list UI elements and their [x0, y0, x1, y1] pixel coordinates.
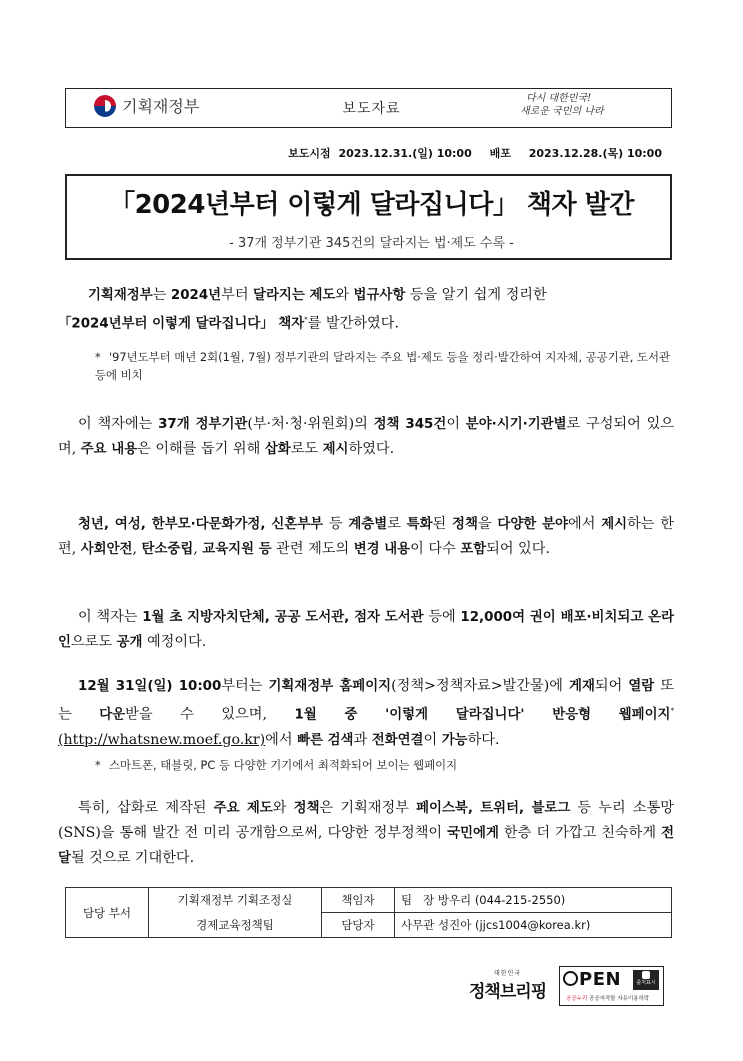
embargo-label: 보도시점 [288, 147, 331, 160]
text: 되어 있다. [486, 541, 550, 557]
text-bold: 페이스북, 트위터, 블로그 [416, 801, 571, 816]
dist-value: 2023.12.28.(목) 10:00 [528, 147, 662, 160]
text-bold: 특화 [406, 517, 433, 532]
text-bold: 계층별 [348, 517, 388, 532]
text-bold: 다양한 분야 [497, 517, 568, 532]
footnote-mark: * [95, 350, 101, 364]
text-bold: 포함 [460, 542, 487, 557]
dist-label: 배포 [489, 147, 511, 160]
note-text: 스마트폰, 태블릿, PC 등 다양한 기기에서 최적화되어 보이는 웹페이지 [109, 758, 458, 772]
text: 된 [432, 516, 453, 532]
text: 예정이다. [142, 634, 207, 650]
text-bold: 열람 [628, 679, 655, 694]
paragraph-2 [58, 412, 674, 462]
doc-type: 보도자료 [342, 101, 401, 117]
text-bold: 주요 제도 [213, 801, 273, 816]
text-bold: 분야·시기·기관별 [465, 417, 567, 432]
contact-table [65, 887, 672, 938]
release-info [0, 145, 662, 161]
footnote-mark: * [304, 316, 308, 324]
text: 한층 더 가깝고 친숙하게 [498, 825, 662, 841]
pb-big-text: 정책브리핑 [469, 982, 547, 1002]
text: 또는 [58, 678, 674, 723]
text: 를 발간하였다. [307, 315, 399, 332]
note-1 [95, 348, 675, 384]
slogan-line1: 다시 대한민국! [526, 93, 592, 104]
text: 이 책자는 [78, 609, 143, 625]
text: 부터 [221, 287, 254, 303]
ministry-name: 기획재정부 [122, 97, 200, 116]
text: 이 책자에는 [78, 416, 159, 432]
text-bold: 2024년 [170, 288, 222, 303]
text: 와 [335, 287, 354, 303]
text-bold: 다운 [99, 707, 126, 723]
footnote-mark: * [95, 758, 101, 772]
open-logo [563, 969, 621, 990]
text: 로 [387, 516, 407, 532]
text-bold: 정책 [452, 517, 478, 532]
text: 에서 [568, 516, 602, 532]
website-link[interactable]: (http://whatsnew.moef.go.kr) [58, 731, 266, 748]
text-bold: 제시 [601, 517, 628, 532]
text-bold: 37개 정부기관 [158, 417, 248, 432]
text-bold: 삽화 [264, 442, 291, 457]
text: 등 누리 소통망(SNS)을 통해 발간 전 미리 공개함으로써, 다양한 정부정책이 [58, 800, 675, 841]
person-icon [642, 971, 650, 979]
text: 이 [423, 731, 442, 748]
text: 하였다. [348, 441, 395, 457]
text-bold: 기획재정부 홈페이지 [268, 679, 392, 694]
text: (정책>정책자료>발간물)에 [391, 678, 570, 694]
attribution-label: 출처표시 [636, 980, 656, 986]
dept-label: 담당 부서 [66, 888, 149, 938]
text-bold: 전달 [58, 826, 674, 866]
text: 와 [272, 800, 294, 816]
text: 될 것으로 기대한다. [70, 850, 195, 866]
text-bold: 1월 초 지방자치단체, 공공 도서관, 점자 도서관 [142, 610, 424, 625]
text-bold: 「2024년부터 이렇게 달라집니다」 책자 [58, 316, 305, 332]
text: 은 기획재정부 [319, 800, 417, 816]
text: 을 [477, 516, 498, 532]
text-bold: 변경 내용 [353, 542, 411, 557]
note-2 [95, 756, 675, 774]
text-bold: 교육지원 등 [202, 542, 272, 557]
slogan-line2: 새로운 국민의 나라 [520, 106, 604, 117]
text: 부터는 [221, 678, 269, 694]
paragraph-1 [58, 283, 674, 337]
page-subtitle: - 37개 정부기관 345건의 달라지는 법·제도 수록 - [229, 236, 514, 251]
text: 특히, 삽화로 제작된 [78, 800, 214, 816]
text: 으로도 [70, 634, 117, 650]
text-bold: 국민에게 [447, 826, 499, 841]
text: 등에 [423, 609, 461, 625]
text: 은 이해를 돕기 위해 [137, 441, 265, 457]
text: 등을 알기 쉽게 정리한 [405, 287, 547, 303]
text: 하는 한편, [58, 516, 674, 557]
dept-line1: 기획재정부 기획조정실 [149, 888, 322, 913]
note-text: '97년도부터 매년 2회(1월, 7월) 정부기관의 달라지는 주요 법·제도 등을 정리·발간하여 지자체, 공공기관, 도서관 등에 비치 [95, 350, 670, 382]
attribution-icon [633, 970, 659, 990]
text-bold: 빠른 검색 [297, 732, 354, 748]
text: , [193, 541, 203, 557]
embargo-value: 2023.12.31.(일) 10:00 [338, 147, 472, 160]
slogan [520, 92, 604, 118]
open-license-caption [566, 994, 649, 1002]
pb-small-text: 대한민국 [493, 970, 522, 977]
text-bold: 탄소중립 [141, 542, 194, 557]
text-bold: 가능 [441, 732, 468, 748]
text-bold: 게재 [569, 679, 595, 694]
text-bold: 전화연결 [371, 732, 424, 748]
text: 이 다수 [410, 541, 461, 557]
role-1: 책임자 [322, 888, 395, 913]
text: 로 구성되어 있으며, [58, 416, 675, 457]
text-bold: 정책 345건 [373, 417, 447, 432]
text-bold: 12,000여 권이 배포·비치되고 온라인 [58, 610, 675, 650]
text-bold: 달라지는 제도 [253, 288, 336, 303]
text-bold: 법규사항 [353, 288, 406, 303]
text: 등 [323, 516, 349, 532]
open-o-icon [563, 971, 578, 986]
role-2: 담당자 [322, 913, 395, 938]
text: 과 [353, 731, 372, 748]
page-title: 「2024년부터 이렇게 달라집니다」 책자 발간 [109, 190, 634, 220]
text-bold: 정책 [293, 801, 320, 816]
text: 되어 [594, 678, 629, 694]
dept-line2: 경제교육정책팀 [149, 913, 322, 938]
paragraph-6 [58, 796, 674, 871]
text-bold: 공개 [116, 635, 143, 650]
text: 는 [152, 287, 171, 303]
text-bold: 기획재정부 [88, 288, 153, 303]
text: 로도 [290, 441, 323, 457]
footnote-mark: * [670, 707, 674, 715]
text-bold: 제시 [322, 442, 349, 457]
person-1: 팀 장 방우리 (044-215-2550) [395, 888, 672, 913]
paragraph-5 [58, 674, 674, 753]
table-row [66, 913, 672, 938]
text: 에서 [265, 731, 298, 748]
paragraph-4 [58, 605, 674, 655]
paragraph-3 [58, 512, 674, 562]
text: (부·처·청·위원회)의 [247, 416, 374, 432]
person-2: 사무관 성진아 (jjcs1004@korea.kr) [395, 913, 672, 938]
open-sub-a: 공공누리 [566, 996, 588, 1002]
text-bold: 사회안전 [80, 542, 133, 557]
text: 하다. [467, 731, 500, 748]
policy-briefing-logo [469, 968, 546, 1002]
text: , [132, 541, 142, 557]
table-row [66, 888, 672, 913]
open-logo-text: PEN [579, 969, 622, 990]
open-sub-b: 공공저작물 자유이용허락 [587, 996, 650, 1002]
text-bold: 주요 내용 [80, 442, 138, 457]
text: 이 [446, 416, 466, 432]
text: 받을 수 있으며, [125, 706, 295, 723]
text-bold: 12월 31일(일) 10:00 [78, 679, 222, 694]
text: 관련 제도의 [271, 541, 354, 557]
text-bold: 1월 중 '이렇게 달라집니다' 반응형 웹페이지 [294, 707, 671, 723]
text-bold: 청년, 여성, 한부모·다문화가정, 신혼부부 [78, 517, 324, 532]
